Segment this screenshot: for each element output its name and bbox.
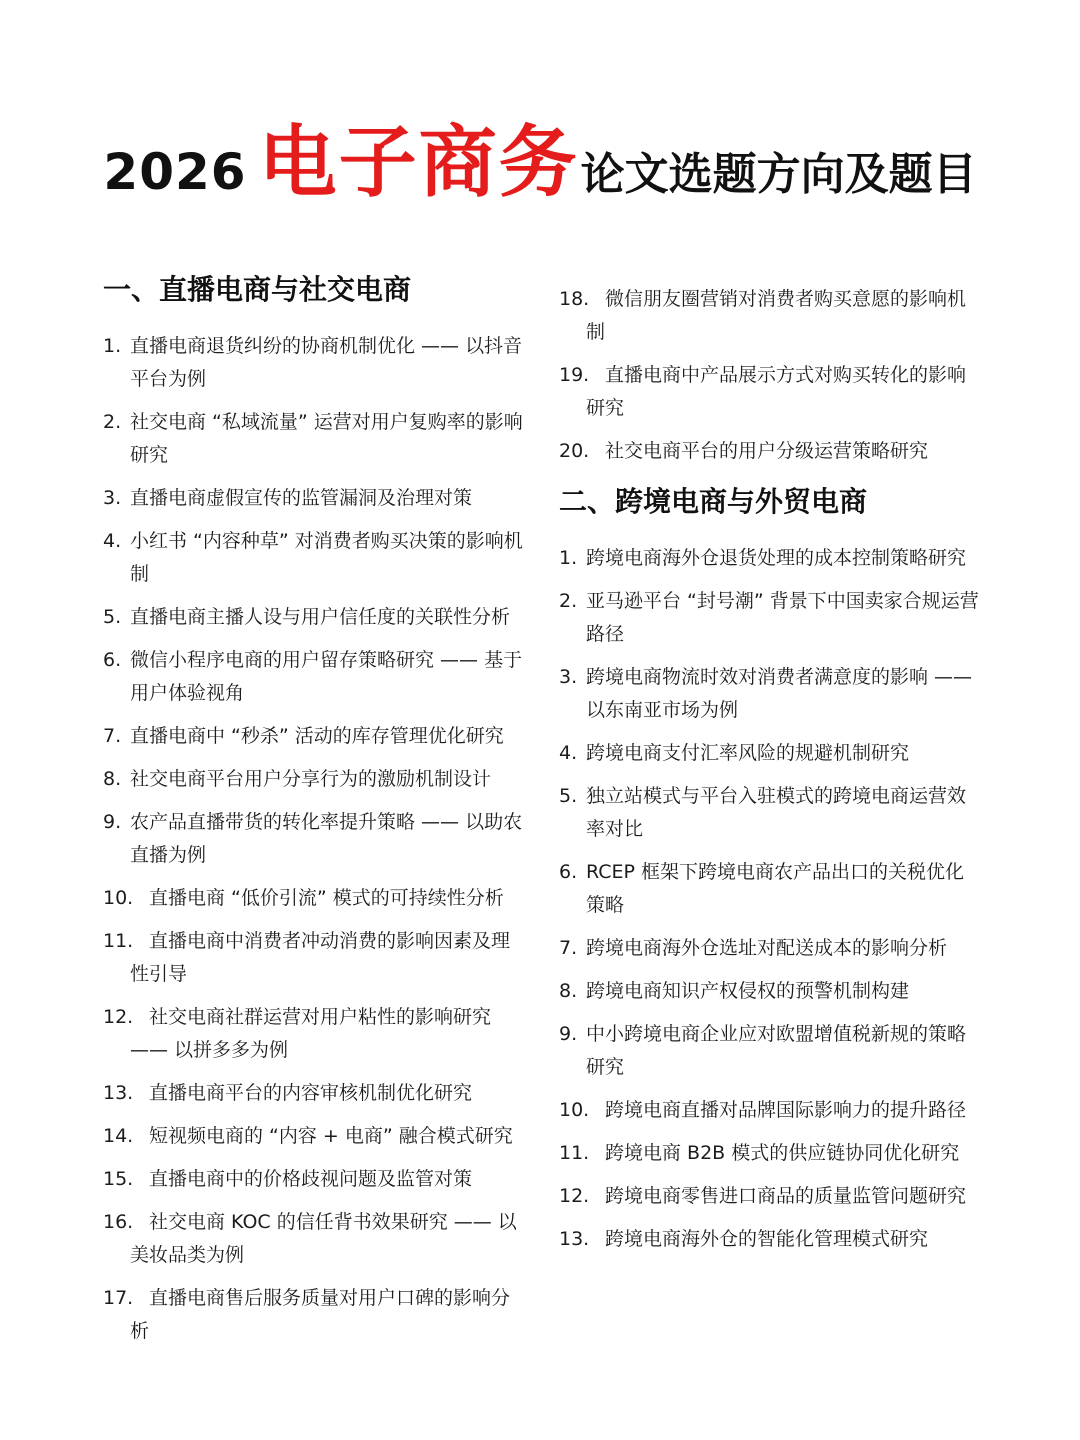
list-item bbox=[103, 806, 523, 872]
item-text: 亚马逊平台 “封号潮” 背景下中国卖家合规运营路径 bbox=[586, 590, 979, 645]
section-heading-1: 一、直播电商与社交电商 bbox=[103, 273, 412, 306]
section-1-list-part2 bbox=[559, 283, 979, 468]
item-text: 直播电商平台的内容审核机制优化研究 bbox=[149, 1082, 473, 1104]
item-text: 社交电商平台用户分享行为的激励机制设计 bbox=[130, 768, 492, 790]
item-number: 1. bbox=[103, 335, 122, 357]
list-item bbox=[559, 932, 979, 965]
section-1-list-part1 bbox=[103, 330, 523, 1348]
item-text: 独立站模式与平台入驻模式的跨境电商运营效率对比 bbox=[586, 785, 967, 840]
list-item bbox=[559, 975, 979, 1008]
item-number: 6. bbox=[559, 861, 578, 883]
item-text: 微信朋友圈营销对消费者购买意愿的影响机制 bbox=[586, 288, 967, 343]
item-text: 跨境电商支付汇率风险的规避机制研究 bbox=[586, 742, 910, 764]
right-column bbox=[559, 283, 979, 1266]
list-item bbox=[103, 525, 523, 591]
item-text: 跨境电商海外仓的智能化管理模式研究 bbox=[605, 1228, 929, 1250]
item-text: 社交电商 KOC 的信任背书效果研究 —— 以美妆品类为例 bbox=[130, 1211, 517, 1266]
page-title bbox=[0, 100, 1080, 212]
item-number: 17. bbox=[103, 1287, 134, 1309]
left-column bbox=[103, 270, 523, 1358]
item-text: 直播电商 “低价引流” 模式的可持续性分析 bbox=[149, 887, 504, 909]
list-item bbox=[559, 780, 979, 846]
list-item bbox=[559, 359, 979, 425]
list-item bbox=[559, 661, 979, 727]
item-text: 直播电商中消费者冲动消费的影响因素及理性引导 bbox=[130, 930, 511, 985]
item-number: 16. bbox=[103, 1211, 134, 1233]
list-item bbox=[103, 330, 523, 396]
item-text: 直播电商中 “秒杀” 活动的库存管理优化研究 bbox=[130, 725, 504, 747]
title-highlight: 电子商务 bbox=[258, 118, 579, 208]
title-rest: 论文选题方向及题目 bbox=[580, 149, 977, 200]
list-item bbox=[103, 1163, 523, 1196]
list-item bbox=[103, 925, 523, 991]
item-number: 6. bbox=[103, 649, 122, 671]
item-text: 跨境电商知识产权侵权的预警机制构建 bbox=[586, 980, 910, 1002]
list-item bbox=[103, 882, 523, 915]
section-heading-2: 二、跨境电商与外贸电商 bbox=[559, 485, 868, 518]
item-number: 8. bbox=[103, 768, 122, 790]
item-number: 19. bbox=[559, 364, 590, 386]
item-number: 18. bbox=[559, 288, 590, 310]
item-number: 13. bbox=[103, 1082, 134, 1104]
list-item bbox=[559, 283, 979, 349]
list-item bbox=[559, 1180, 979, 1213]
item-number: 5. bbox=[559, 785, 578, 807]
item-number: 11. bbox=[559, 1142, 590, 1164]
item-number: 3. bbox=[103, 487, 122, 509]
item-number: 3. bbox=[559, 666, 578, 688]
item-text: 直播电商主播人设与用户信任度的关联性分析 bbox=[130, 606, 511, 628]
item-text: 跨境电商海外仓退货处理的成本控制策略研究 bbox=[586, 547, 967, 569]
list-item bbox=[559, 435, 979, 468]
list-item bbox=[559, 856, 979, 922]
item-number: 2. bbox=[103, 411, 122, 433]
list-item bbox=[103, 1206, 523, 1272]
item-number: 10. bbox=[559, 1099, 590, 1121]
item-text: 跨境电商海外仓选址对配送成本的影响分析 bbox=[586, 937, 948, 959]
item-number: 9. bbox=[559, 1023, 578, 1045]
title-year: 2026 bbox=[103, 143, 247, 201]
item-text: 直播电商售后服务质量对用户口碑的影响分析 bbox=[130, 1287, 511, 1342]
item-number: 7. bbox=[103, 725, 122, 747]
item-text: 跨境电商零售进口商品的质量监管问题研究 bbox=[605, 1185, 967, 1207]
item-number: 4. bbox=[559, 742, 578, 764]
item-text: 社交电商社群运营对用户粘性的影响研究 —— 以拼多多为例 bbox=[130, 1006, 492, 1061]
item-number: 12. bbox=[103, 1006, 134, 1028]
list-item bbox=[559, 1018, 979, 1084]
item-number: 1. bbox=[559, 547, 578, 569]
list-item bbox=[103, 482, 523, 515]
list-item bbox=[103, 601, 523, 634]
item-number: 13. bbox=[559, 1228, 590, 1250]
item-text: 中小跨境电商企业应对欧盟增值税新规的策略研究 bbox=[586, 1023, 967, 1078]
item-text: 跨境电商 B2B 模式的供应链协同优化研究 bbox=[605, 1142, 960, 1164]
item-number: 11. bbox=[103, 930, 134, 952]
item-text: 短视频电商的 “内容 + 电商” 融合模式研究 bbox=[149, 1125, 513, 1147]
list-item bbox=[103, 763, 523, 796]
list-item bbox=[559, 1223, 979, 1256]
list-item bbox=[559, 585, 979, 651]
item-text: RCEP 框架下跨境电商农产品出口的关税优化策略 bbox=[586, 861, 965, 916]
item-text: 农产品直播带货的转化率提升策略 —— 以助农直播为例 bbox=[130, 811, 523, 866]
list-item bbox=[103, 1282, 523, 1348]
list-item bbox=[103, 406, 523, 472]
list-item bbox=[103, 1001, 523, 1067]
list-item bbox=[559, 542, 979, 575]
item-number: 15. bbox=[103, 1168, 134, 1190]
item-text: 社交电商平台的用户分级运营策略研究 bbox=[605, 440, 929, 462]
list-item bbox=[559, 1094, 979, 1127]
list-item bbox=[103, 720, 523, 753]
item-number: 12. bbox=[559, 1185, 590, 1207]
item-text: 跨境电商直播对品牌国际影响力的提升路径 bbox=[605, 1099, 967, 1121]
item-text: 小红书 “内容种草” 对消费者购买决策的影响机制 bbox=[130, 530, 523, 585]
item-text: 直播电商退货纠纷的协商机制优化 —— 以抖音平台为例 bbox=[130, 335, 523, 390]
item-text: 微信小程序电商的用户留存策略研究 —— 基于用户体验视角 bbox=[130, 649, 523, 704]
item-number: 9. bbox=[103, 811, 122, 833]
list-item bbox=[559, 1137, 979, 1170]
item-text: 直播电商中产品展示方式对购买转化的影响研究 bbox=[586, 364, 967, 419]
item-text: 直播电商虚假宣传的监管漏洞及治理对策 bbox=[130, 487, 473, 509]
list-item bbox=[559, 737, 979, 770]
list-item bbox=[103, 644, 523, 710]
item-number: 20. bbox=[559, 440, 590, 462]
section-2-list bbox=[559, 542, 979, 1256]
item-number: 8. bbox=[559, 980, 578, 1002]
item-number: 14. bbox=[103, 1125, 134, 1147]
item-text: 直播电商中的价格歧视问题及监管对策 bbox=[149, 1168, 473, 1190]
item-text: 跨境电商物流时效对消费者满意度的影响 —— 以东南亚市场为例 bbox=[586, 666, 973, 721]
item-number: 7. bbox=[559, 937, 578, 959]
item-text: 社交电商 “私域流量” 运营对用户复购率的影响研究 bbox=[130, 411, 523, 466]
list-item bbox=[103, 1120, 523, 1153]
item-number: 5. bbox=[103, 606, 122, 628]
item-number: 10. bbox=[103, 887, 134, 909]
item-number: 2. bbox=[559, 590, 578, 612]
list-item bbox=[103, 1077, 523, 1110]
item-number: 4. bbox=[103, 530, 122, 552]
